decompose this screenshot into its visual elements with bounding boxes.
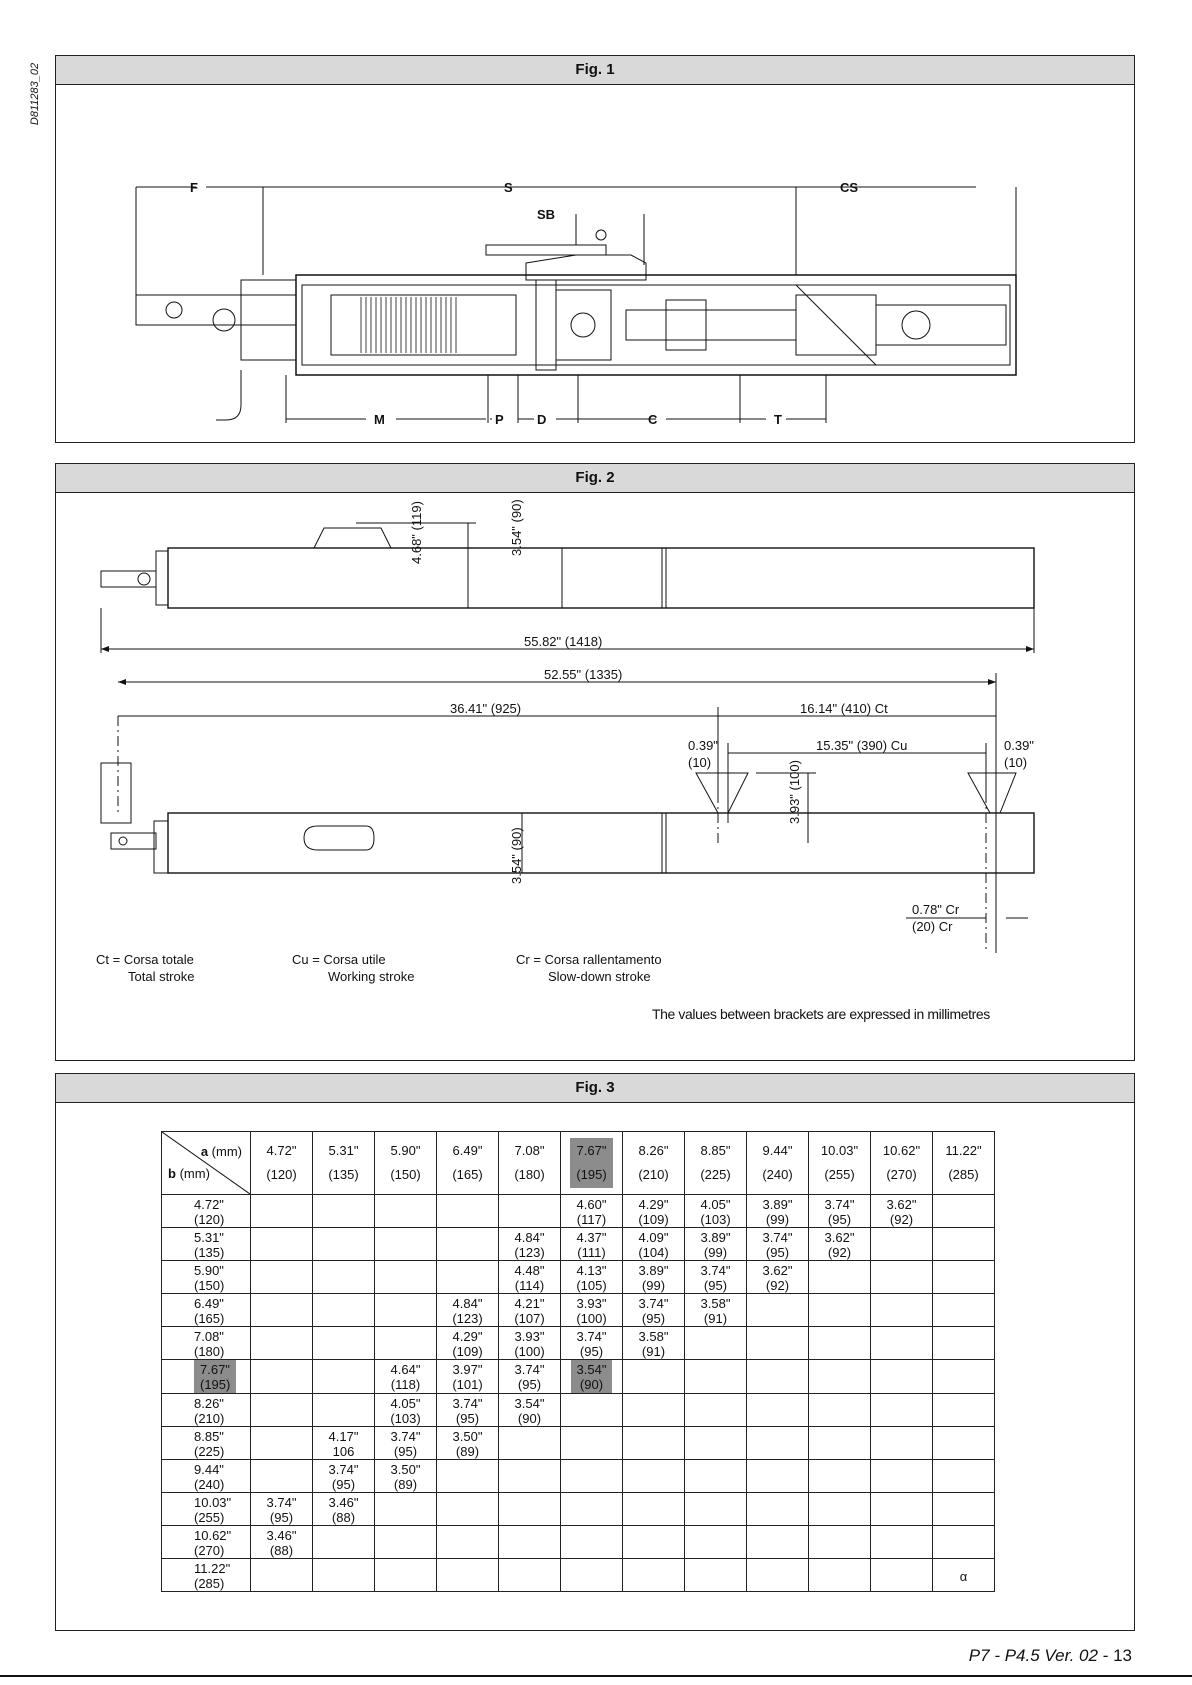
table-cell: 4.37" (111) (561, 1228, 623, 1261)
table-cell: 3.62" (92) (871, 1195, 933, 1228)
table-row (162, 1360, 995, 1394)
table-cell (747, 1394, 809, 1427)
table-cell (561, 1559, 623, 1592)
table-corner: a (mm) b (mm) (162, 1132, 251, 1195)
table-cell: 3.89" (99) (747, 1195, 809, 1228)
label-SB: SB (537, 207, 556, 222)
table-cell (561, 1394, 623, 1427)
column-header: 11.22" (285) (933, 1132, 995, 1195)
table-cell (933, 1294, 995, 1327)
table-cell: 4.60" (117) (561, 1195, 623, 1228)
table-cell (933, 1427, 995, 1460)
table-cell: 3.74" (95) (747, 1228, 809, 1261)
table-cell (685, 1327, 747, 1360)
table-cell: 4.84" (123) (437, 1294, 499, 1327)
table-cell (313, 1360, 375, 1394)
table-cell (499, 1195, 561, 1228)
legend-cr: Cr = Corsa rallentamento Slow-down stroke (516, 952, 662, 984)
table-cell: 3.74" (95) (685, 1261, 747, 1294)
table-cell (933, 1195, 995, 1228)
table-cell (809, 1460, 871, 1493)
table-cell (561, 1460, 623, 1493)
table-cell: 4.29" (109) (623, 1195, 685, 1228)
table-cell (809, 1261, 871, 1294)
label-D: D (537, 412, 547, 427)
table-cell (747, 1460, 809, 1493)
table-cell: 3.74" (95) (499, 1360, 561, 1394)
document-code: D811283_02 (29, 62, 42, 126)
figure-3-panel (55, 1073, 1135, 1631)
row-header: 4.72" (120) (162, 1195, 251, 1228)
table-cell (437, 1526, 499, 1559)
table-cell (375, 1261, 437, 1294)
table-cell (437, 1195, 499, 1228)
table-cell (747, 1360, 809, 1394)
table-cell: 3.74" (95) (437, 1394, 499, 1427)
table-cell (251, 1460, 313, 1493)
table-cell (313, 1228, 375, 1261)
legend-ct: Ct = Corsa totale Total stroke (96, 952, 195, 984)
label-CS: CS (840, 180, 859, 195)
table-cell: 3.74" (95) (623, 1294, 685, 1327)
table-cell: 4.17" 106 (313, 1427, 375, 1460)
column-header: 6.49" (165) (437, 1132, 499, 1195)
figure-2-panel (55, 463, 1135, 1061)
row-header: 5.31" (135) (162, 1228, 251, 1261)
label-F: F (190, 180, 198, 195)
table-cell (747, 1493, 809, 1526)
table-cell (251, 1294, 313, 1327)
figure-1-title: Fig. 1 (56, 56, 1134, 85)
row-header: 7.08" (180) (162, 1327, 251, 1360)
table-cell: 3.93" (100) (561, 1294, 623, 1327)
table-cell: 3.74" (95) (313, 1460, 375, 1493)
row-header: 5.90" (150) (162, 1261, 251, 1294)
table-cell (375, 1294, 437, 1327)
table-cell (499, 1526, 561, 1559)
column-header: 7.08" (180) (499, 1132, 561, 1195)
dim-cu: 15.35" (390) Cu (816, 738, 908, 753)
table-cell (375, 1559, 437, 1592)
row-header: 8.85" (225) (162, 1427, 251, 1460)
table-cell (623, 1493, 685, 1526)
table-cell (499, 1427, 561, 1460)
table-cell (685, 1394, 747, 1427)
table-cell: 3.46" (88) (251, 1526, 313, 1559)
table-cell: 3.97" (101) (437, 1360, 499, 1394)
table-cell (685, 1460, 747, 1493)
table-row (162, 1228, 995, 1261)
table-row (162, 1195, 995, 1228)
table-cell: 3.58" (91) (623, 1327, 685, 1360)
column-header: 5.90" (150) (375, 1132, 437, 1195)
table-cell: 3.62" (92) (747, 1261, 809, 1294)
table-cell (871, 1394, 933, 1427)
table-cell (437, 1261, 499, 1294)
table-cell (871, 1294, 933, 1327)
table-cell (561, 1493, 623, 1526)
table-cell: 3.74" (95) (251, 1493, 313, 1526)
table-cell (809, 1327, 871, 1360)
table-cell: 4.84" (123) (499, 1228, 561, 1261)
table-row (162, 1394, 995, 1427)
table-cell (251, 1261, 313, 1294)
dim-height-90-top: 3.54" (90) (509, 499, 524, 556)
table-cell (313, 1195, 375, 1228)
table-cell (375, 1327, 437, 1360)
table-cell: α (933, 1559, 995, 1592)
table-cell (809, 1493, 871, 1526)
table-cell: 3.89" (99) (685, 1228, 747, 1261)
table-cell (499, 1559, 561, 1592)
table-row (162, 1460, 995, 1493)
row-header: 7.67" (195) (162, 1360, 251, 1394)
table-cell (871, 1261, 933, 1294)
table-row (162, 1294, 995, 1327)
table-cell (809, 1526, 871, 1559)
table-cell (685, 1360, 747, 1394)
label-T: T (774, 412, 782, 427)
table-cell (313, 1394, 375, 1427)
table-cell (871, 1460, 933, 1493)
table-row (162, 1427, 995, 1460)
table-cell (623, 1559, 685, 1592)
table-cell: 3.89" (99) (623, 1261, 685, 1294)
table-cell (933, 1261, 995, 1294)
dim-length-1335: 52.55" (1335) (544, 667, 623, 682)
table-cell (437, 1228, 499, 1261)
table-cell (809, 1360, 871, 1394)
column-header: 4.72" (120) (251, 1132, 313, 1195)
dim-height-90-bottom: 3.54" (90) (509, 827, 524, 884)
table-cell (933, 1526, 995, 1559)
table-cell (437, 1460, 499, 1493)
table-cell (499, 1460, 561, 1493)
table-cell (313, 1526, 375, 1559)
table-cell (251, 1394, 313, 1427)
dim-bracket-height: 3.93" (100) (787, 760, 802, 824)
label-C: C (648, 412, 658, 427)
table-cell (437, 1559, 499, 1592)
table-cell: 3.50" (89) (437, 1427, 499, 1460)
column-header: 5.31" (135) (313, 1132, 375, 1195)
table-cell (623, 1394, 685, 1427)
table-cell (685, 1559, 747, 1592)
row-header: 8.26" (210) (162, 1394, 251, 1427)
table-row (162, 1526, 995, 1559)
table-cell (561, 1526, 623, 1559)
table-cell (747, 1294, 809, 1327)
table-cell (871, 1526, 933, 1559)
table-cell (251, 1195, 313, 1228)
table-cell (561, 1427, 623, 1460)
dim-total-length: 55.82" (1418) (524, 634, 603, 649)
table-cell: 4.05" (103) (375, 1394, 437, 1427)
dim-cr: 0.78" Cr (20) Cr (912, 902, 960, 934)
table-cell: 4.64" (118) (375, 1360, 437, 1394)
table-cell (685, 1493, 747, 1526)
column-header: 10.62" (270) (871, 1132, 933, 1195)
table-cell (747, 1559, 809, 1592)
table-cell (375, 1228, 437, 1261)
figure-3-title: Fig. 3 (56, 1074, 1134, 1103)
label-P: P (495, 412, 504, 427)
table-cell (809, 1294, 871, 1327)
dim-gap-right: 0.39" (10) (1004, 738, 1034, 770)
table-cell (375, 1526, 437, 1559)
table-cell (809, 1394, 871, 1427)
column-header: 8.85" (225) (685, 1132, 747, 1195)
column-header: 9.44" (240) (747, 1132, 809, 1195)
table-cell (933, 1360, 995, 1394)
dim-length-925: 36.41" (925) (450, 701, 522, 716)
table-cell: 3.58" (91) (685, 1294, 747, 1327)
table-cell: 4.29" (109) (437, 1327, 499, 1360)
table-cell (313, 1327, 375, 1360)
row-header: 9.44" (240) (162, 1460, 251, 1493)
table-cell (623, 1526, 685, 1559)
figure-1-drawing (56, 85, 1134, 441)
table-cell: 3.74" (95) (375, 1427, 437, 1460)
label-M: M (374, 412, 385, 427)
table-cell: 4.09" (104) (623, 1228, 685, 1261)
table-cell (933, 1327, 995, 1360)
table-cell (933, 1460, 995, 1493)
table-cell (251, 1559, 313, 1592)
table-cell (623, 1427, 685, 1460)
table-cell (685, 1427, 747, 1460)
table-cell (375, 1493, 437, 1526)
table-cell (623, 1460, 685, 1493)
footer-rule (0, 1675, 1192, 1677)
table-cell: 3.54" (90) (499, 1394, 561, 1427)
table-cell (313, 1294, 375, 1327)
table-cell: 3.50" (89) (375, 1460, 437, 1493)
table-row (162, 1261, 995, 1294)
table-cell: 3.54" (90) (561, 1360, 623, 1394)
table-cell (747, 1427, 809, 1460)
table-cell (809, 1559, 871, 1592)
table-cell (623, 1360, 685, 1394)
table-cell (375, 1195, 437, 1228)
table-cell (871, 1493, 933, 1526)
table-cell (747, 1327, 809, 1360)
row-header: 11.22" (285) (162, 1559, 251, 1592)
table-cell: 4.48" (114) (499, 1261, 561, 1294)
table-cell: 3.74" (95) (561, 1327, 623, 1360)
figure-2-title: Fig. 2 (56, 464, 1134, 493)
table-cell: 3.46" (88) (313, 1493, 375, 1526)
column-header: 8.26" (210) (623, 1132, 685, 1195)
table-cell (251, 1360, 313, 1394)
table-row (162, 1327, 995, 1360)
table-cell (871, 1228, 933, 1261)
table-cell (933, 1228, 995, 1261)
table-cell (685, 1526, 747, 1559)
table-cell (251, 1228, 313, 1261)
table-cell: 3.93" (100) (499, 1327, 561, 1360)
table-cell (871, 1427, 933, 1460)
row-header: 6.49" (165) (162, 1294, 251, 1327)
table-cell (313, 1261, 375, 1294)
dimension-table (161, 1131, 995, 1592)
table-cell (871, 1360, 933, 1394)
page-footer: P7 - P4.5 Ver. 02 - 13 (968, 1646, 1132, 1665)
dim-height-119: 4.68" (119) (409, 501, 424, 564)
column-header: 10.03" (255) (809, 1132, 871, 1195)
table-cell (499, 1493, 561, 1526)
table-cell (871, 1327, 933, 1360)
table-cell: 4.05" (103) (685, 1195, 747, 1228)
row-header: 10.62" (270) (162, 1526, 251, 1559)
table-cell (313, 1559, 375, 1592)
table-cell (747, 1526, 809, 1559)
millimetres-note: The values between brackets are expressed in millimetres (652, 1006, 990, 1022)
table-cell: 3.62" (92) (809, 1228, 871, 1261)
dim-gap-left: 0.39" (10) (688, 738, 718, 770)
table-cell (809, 1427, 871, 1460)
table-cell: 4.21" (107) (499, 1294, 561, 1327)
column-header: 7.67" (195) (561, 1132, 623, 1195)
dim-ct: 16.14" (410) Ct (800, 701, 888, 716)
row-header: 10.03" (255) (162, 1493, 251, 1526)
table-cell (251, 1427, 313, 1460)
legend-cu: Cu = Corsa utile Working stroke (292, 952, 415, 984)
table-cell (871, 1559, 933, 1592)
table-cell (251, 1327, 313, 1360)
figure-1-panel (55, 55, 1135, 443)
table-cell: 4.13" (105) (561, 1261, 623, 1294)
label-S: S (504, 180, 513, 195)
table-cell (437, 1493, 499, 1526)
table-row (162, 1493, 995, 1526)
table-row (162, 1559, 995, 1592)
table-cell: 3.74" (95) (809, 1195, 871, 1228)
table-cell (933, 1493, 995, 1526)
table-cell (933, 1394, 995, 1427)
